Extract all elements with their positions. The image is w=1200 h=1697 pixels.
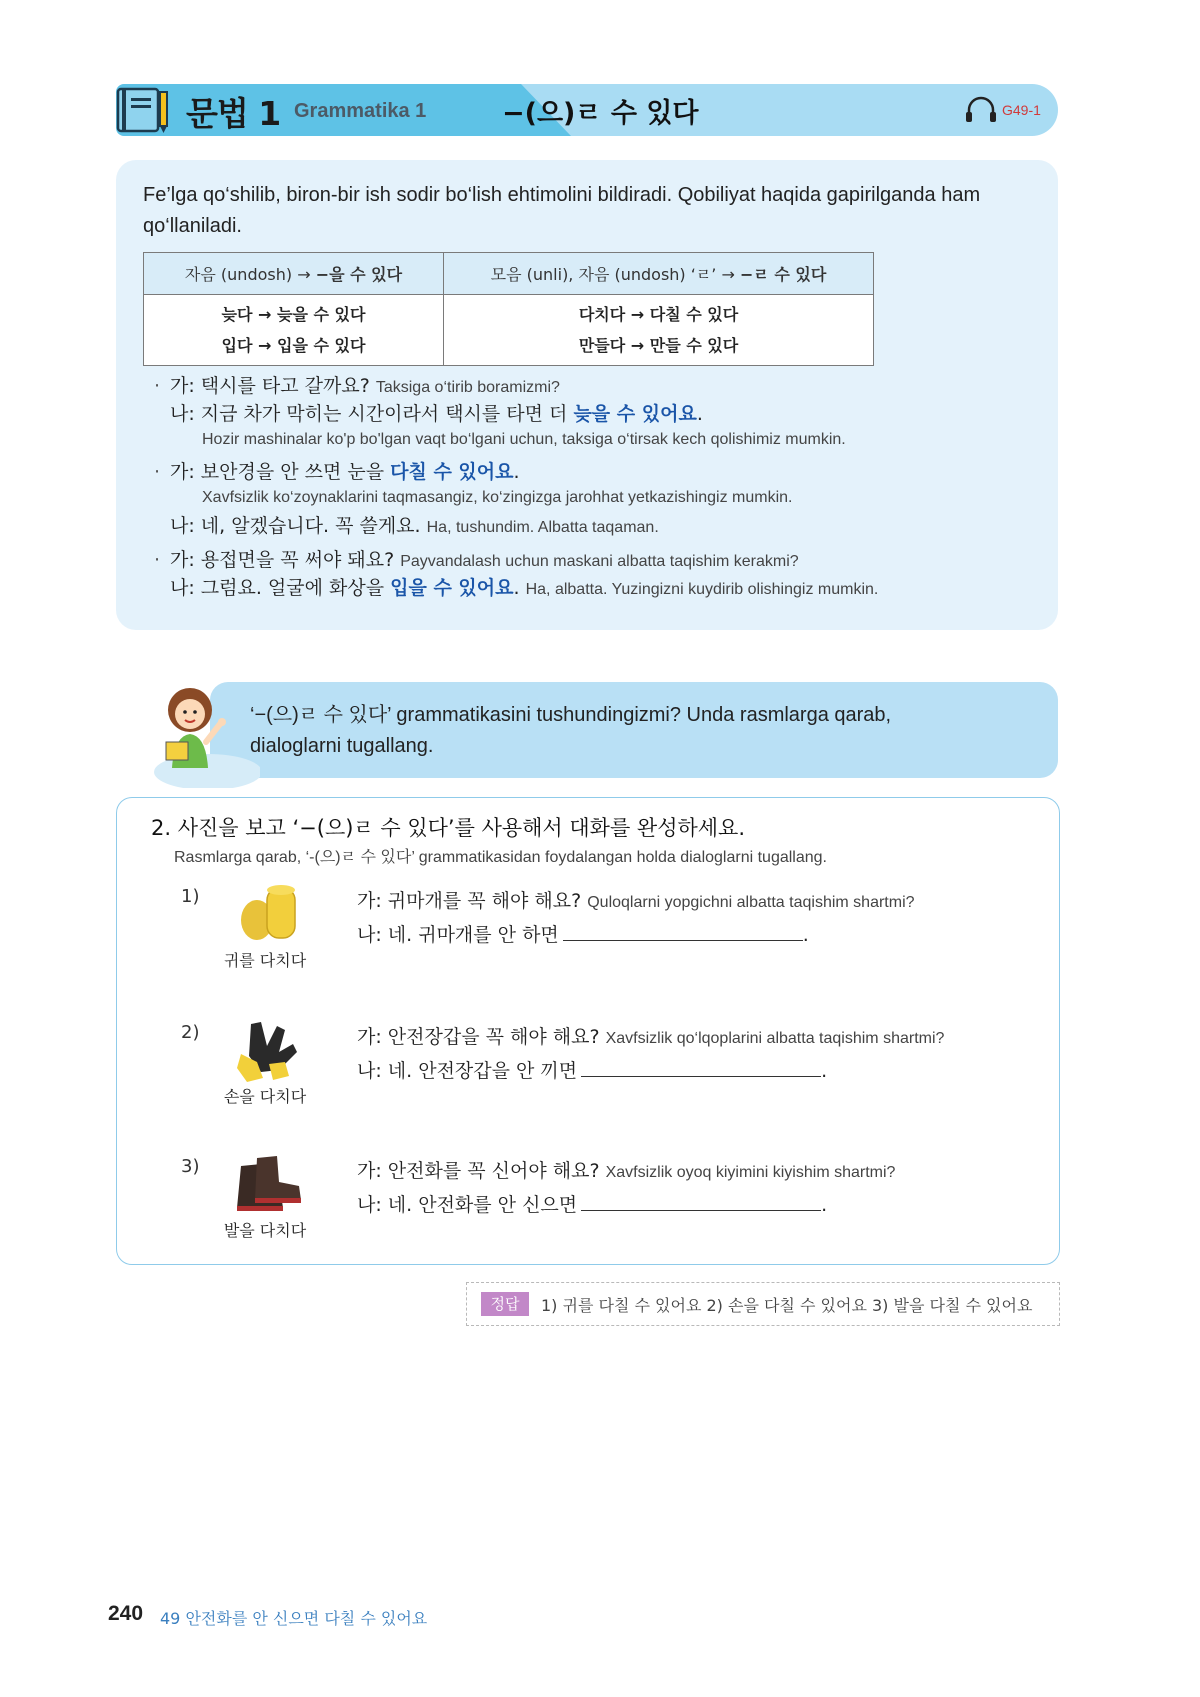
conjugation-table: [143, 252, 874, 366]
exercise-item: [117, 1156, 1059, 1266]
instruction-bubble: [210, 682, 1058, 778]
item-number: 3): [181, 1156, 200, 1177]
explanation-box: [116, 160, 1058, 630]
translation: Hozir mashinalar ko'p bo'lgan vaqt bo‘lgani uchun, taksiga o‘tirsak kech qolishimiz mumkin.: [202, 431, 846, 448]
example-line: 나: 네, 알겠습니다. 꼭 쓸게요. Ha, tushundim. Albatta taqaman.: [170, 515, 659, 537]
grammar-header: [116, 84, 1058, 136]
earplugs-icon: [227, 880, 307, 950]
answer-key: [466, 1282, 1060, 1326]
page-number: 240: [108, 1602, 144, 1625]
explanation-text: Fe’lga qo‘shilib, biron-bir ish sodir bo‘lish ehtimolini bildiradi. Qobiliyat haqida gapirilganda ham qo‘llaniladi.: [143, 184, 981, 237]
answer-text: 1) 귀를 다칠 수 있어요 2) 손을 다칠 수 있어요 3) 발을 다칠 수 있어요: [541, 1296, 1033, 1315]
exercise-title: 2. 사진을 보고 ‘−(으)ㄹ 수 있다’를 사용해서 대화를 완성하세요.: [151, 816, 746, 840]
translation: Xavfsizlik ko‘zoynaklarini taqmasangiz, ko‘zingizga jarohhat yetkazishingiz mumkin.: [202, 489, 793, 506]
gloves-icon: [227, 1016, 307, 1086]
item-answer: 나: 네. 귀마개를 안 하면 .: [357, 920, 809, 947]
answer-blank[interactable]: [581, 1056, 821, 1077]
highlighted-grammar: 늦을 수 있어요: [573, 403, 697, 425]
item-number: 1): [181, 886, 200, 907]
example-line: 나: 그럼요. 얼굴에 화상을 입을 수 있어요. Ha, albatta. Yuzingizni kuydirib olishingiz mumkin.: [170, 577, 879, 599]
notebook-icon: [116, 86, 170, 134]
bullet: ·: [154, 461, 161, 483]
highlighted-grammar: 다칠 수 있어요: [390, 461, 514, 483]
chapter-title: 49 안전화를 안 신으면 다칠 수 있어요: [160, 1609, 428, 1628]
instruction-text: ‘−(으)ㄹ 수 있다’ grammatikasini tushundingizmi? Unda rasmlarga qarab, dialoglarni tugallang.: [250, 704, 892, 757]
exercise-subtitle: Rasmlarga qarab, ‘-(으)ㄹ 수 있다’ grammatikasidan foydalangan holda dialoglarni tugallang.: [174, 849, 828, 866]
item-caption: 손을 다치다: [223, 1087, 307, 1106]
header-title: 문법 1: [186, 94, 281, 133]
audio-track-label[interactable]: G49-1: [1002, 102, 1041, 118]
headphones-icon[interactable]: [964, 96, 998, 124]
bullet: ·: [154, 375, 161, 397]
example-line: · 가: 용접면을 꼭 써야 돼요? Payvandalash uchun maskani albatta taqishim kerakmi?: [154, 546, 1044, 574]
item-answer: 나: 네. 안전장갑을 안 끼면 .: [357, 1056, 827, 1083]
item-answer: 나: 네. 안전화를 안 신으면 .: [357, 1190, 827, 1217]
grammar-pattern: −(으)ㄹ 수 있다: [502, 98, 699, 129]
table-cell: 다치다 → 다칠 수 있다 만들다 → 만들 수 있다: [444, 295, 874, 366]
item-number: 2): [181, 1022, 200, 1043]
item-caption: 발을 다치다: [223, 1221, 307, 1240]
item-question: 가: 안전장갑을 꼭 해야 해요? Xavfsizlik qo‘lqoplarini albatta taqishim shartmi?: [357, 1026, 945, 1048]
example-line: 나: 지금 차가 막히는 시간이라서 택시를 타면 더 늦을 수 있어요.: [170, 403, 703, 425]
answer-badge: 정답: [481, 1292, 529, 1316]
table-header-vowel: 모음 (unli), 자음 (undosh) ‘ㄹ’ → −ㄹ 수 있다: [444, 253, 874, 295]
table-cell: 늦다 → 늦을 수 있다 입다 → 입을 수 있다: [144, 295, 444, 366]
header-subtitle: Grammatika 1: [294, 100, 427, 122]
answer-blank[interactable]: [563, 920, 803, 941]
item-caption: 귀를 다치다: [223, 951, 307, 970]
example-dialogues: [154, 372, 1044, 602]
exercise-item: [117, 886, 1059, 996]
item-question: 가: 안전화를 꼭 신어야 해요? Xavfsizlik oyoq kiyimini kiyishim shartmi?: [357, 1160, 896, 1182]
exercise-item: [117, 1022, 1059, 1132]
exercise-box: [116, 797, 1060, 1265]
item-question: 가: 귀마개를 꼭 해야 해요? Quloqlarni yopgichni albatta taqishim shartmi?: [357, 890, 915, 912]
highlighted-grammar: 입을 수 있어요: [390, 577, 514, 599]
teacher-illustration: [150, 676, 260, 788]
example-line: · 가: 보안경을 안 쓰면 눈을 다칠 수 있어요.: [154, 458, 1044, 486]
bullet: ·: [154, 549, 161, 571]
answer-blank[interactable]: [581, 1190, 821, 1211]
example-line: · 가: 택시를 타고 갈까요? Taksiga o‘tirib boramizmi?: [154, 372, 1044, 400]
safety-shoes-icon: [227, 1150, 307, 1220]
table-header-consonant: 자음 (undosh) → −을 수 있다: [144, 253, 444, 295]
